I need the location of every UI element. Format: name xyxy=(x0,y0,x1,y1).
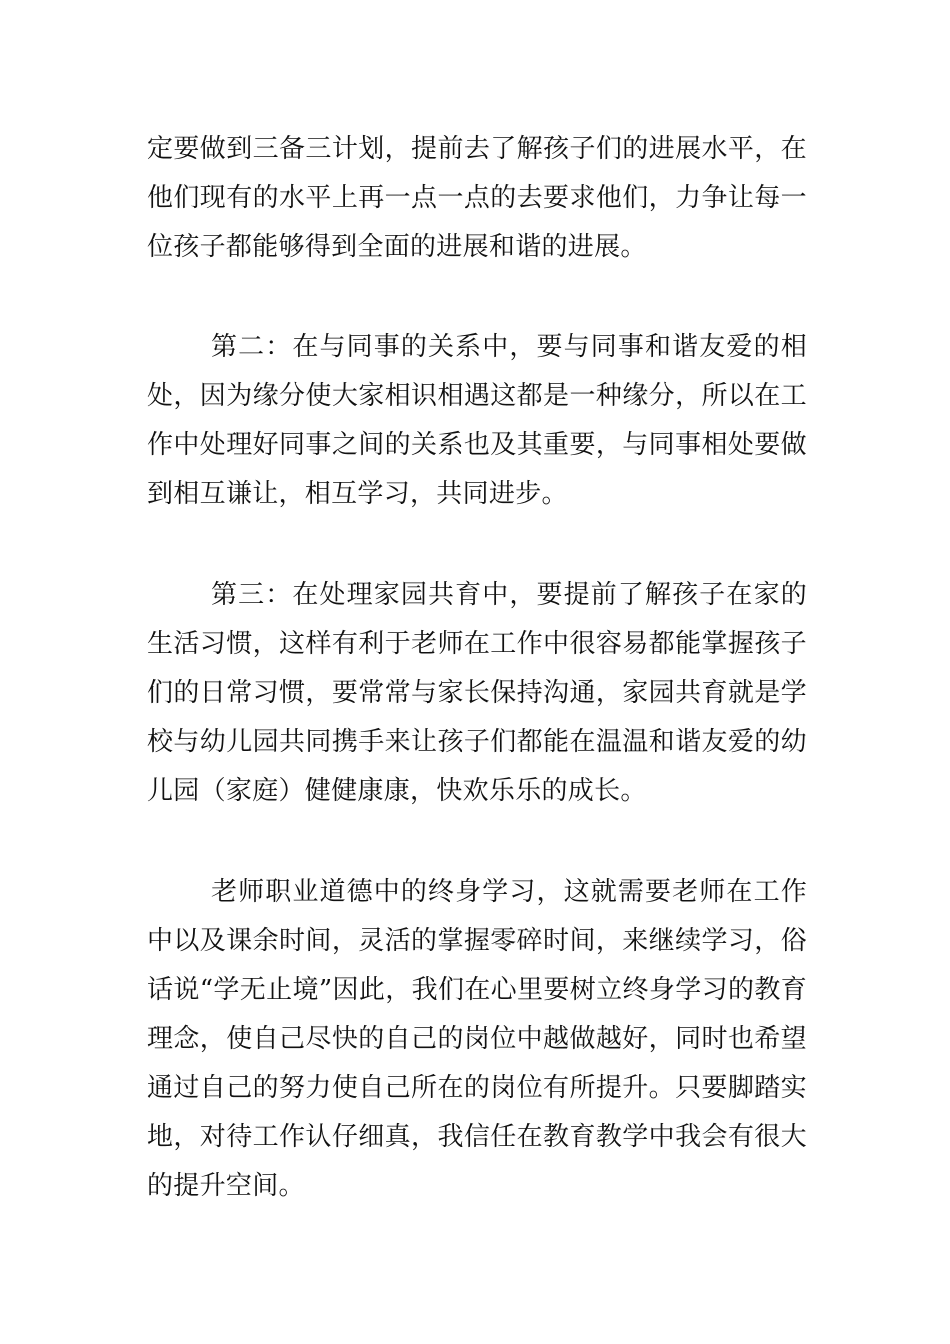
paragraph-home-school: 第三：在处理家园共育中，要提前了解孩子在家的生活习惯，这样有利于老师在工作中很容易都能掌握孩子们的日常习惯，要常常与家长保持沟通，家园共育就是学校与幼儿园共同携手来让孩子们都能在温温和谐友爱的幼儿园（家庭）健健康康，快欢乐乐的成长。 xyxy=(147,580,807,806)
paragraph-continued: 定要做到三备三计划，提前去了解孩子们的进展水平，在他们现有的水平上再一点一点的去要求他们，力争让每一位孩子都能够得到全面的进展和谐的进展。 xyxy=(147,134,807,262)
paragraph-lifelong-learning: 老师职业道德中的终身学习，这就需要老师在工作中以及课余时间，灵活的掌握零碎时间，来继续学习，俗话说“学无止境”因此，我们在心里要树立终身学习的教育理念，使自己尽快的自己的岗位中越做越好，同时也希望通过自己的努力使自己所在的岗位有所提升。只要脚踏实地，对待工作认仔细真，我信任在教育教学中我会有很大的提升空间。 xyxy=(147,877,807,1201)
paragraph-colleague-relations: 第二：在与同事的关系中，要与同事和谐友爱的相处，因为缘分使大家相识相遇这都是一种缘分，所以在工作中处理好同事之间的关系也及其重要，与同事相处要做到相互谦让，相互学习，共同进步。 xyxy=(147,332,807,509)
